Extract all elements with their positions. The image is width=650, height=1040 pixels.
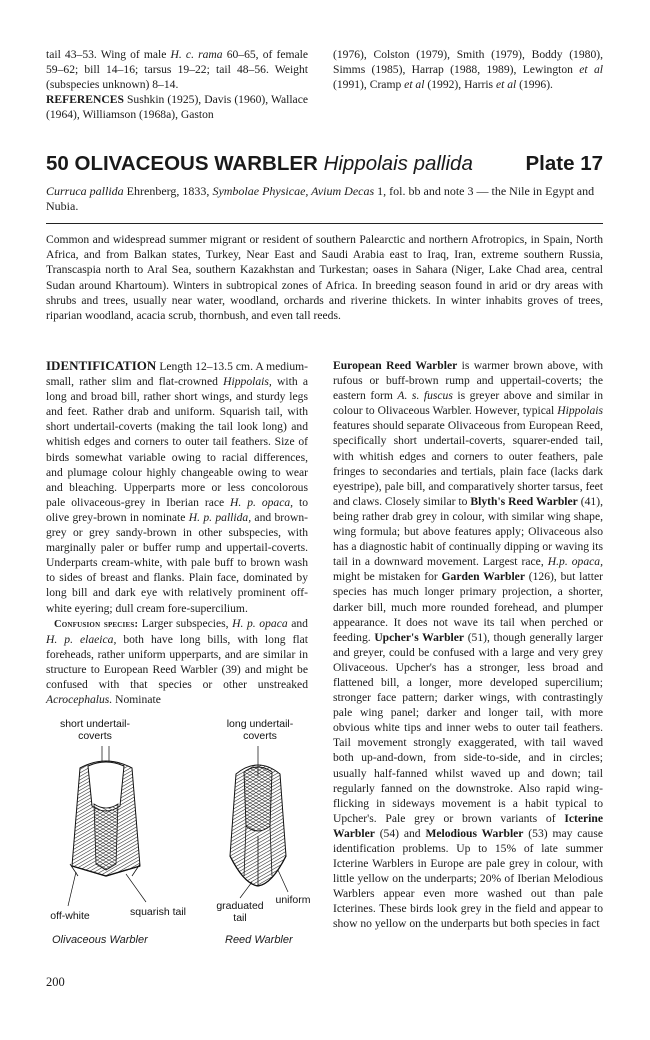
species-header [46, 152, 603, 178]
caption-reed-warbler: Reed Warbler [225, 934, 293, 946]
label-short-undertail-coverts: short undertail- coverts [59, 718, 131, 742]
olivaceous-tail-drawing [68, 746, 146, 906]
species-number-name: 50 OLIVACEOUS WARBLER [46, 152, 318, 175]
tail-comparison-figure [40, 716, 320, 952]
species-scientific-name: Hippolais pallida [323, 152, 473, 175]
confusion-species-heading: Confusion species: [54, 618, 139, 630]
page-number: 200 [46, 975, 65, 989]
identification-paragraph: IDENTIFICATION Length 12–13.5 cm. A medium-small, rather slim and flat-crowned Hippolais, with a long and broad bill, rather short wings, and sturdy legs and feet. Rather drab and uniform. Squarish tail, with short undertail-coverts (making the tail look long) and whitish edges and corners to outer tail feathers. Size of birds somewhat variable owing to racial differences, and plumage colour highly changeable owing to wear and bleaching. Upperparts more or less concolorous pale olivaceous-grey in Iberian race H. p. opaca, to olive grey-brown in nominate H. p. pallida, and brown-grey or grey sandy-brown in other subspecies, with marginally paler or buffer rump and uppertail-coverts. Underparts cream-white, with pale buff to brown wash to sides of breast and flanks. Plain face, dominated by long bill and dark eye with relatively prominent off-white eyering; dull cream fore-supercilium. [46, 358, 308, 615]
top-right-continuation [333, 47, 603, 92]
confusion-species-paragraph: Confusion species: Larger subspecies, H. p. opaca and H. p. elaeica, both have long bills, with long flat foreheads, rather uniform upperparts, and are similar in structure to European Reed Warbler (39) and might be confused with that species or other unstreaked Acrocephalus. Nominate [46, 616, 308, 707]
plate-label: Plate 17 [525, 152, 603, 175]
references-heading: REFERENCES [46, 93, 124, 107]
top-left-continuation [46, 47, 308, 122]
distribution-paragraph: Common and widespread summer migrant or resident of southern Palearctic and northern Afrotropics, in Spain, North Africa, and from Balkan states, Turkey, Near East and Saudi Arabia east to Iraq, Iran, extreme southern Russia, Transcaspia north to Aral Sea, southern Kazakhstan and Turkestan; oases in Sahara (Niger, Lake Chad area, central Sudan around Khartoum). Winters in subtropical zones of Africa. In breeding season found in arid or dry areas with shrubs and trees, usually near water, woodland, orchards and riverine thickets. In winter inhabits groves of trees, riparian woodland, acacia scrub, thornbush, and even tall reeds. [46, 233, 603, 323]
caption-olivaceous-warbler: Olivaceous Warbler [52, 934, 148, 946]
identification-column [46, 358, 308, 707]
confusion-species-continued: European Reed Warbler is warmer brown above, with rufous or buff-brown rump and uppertail-coverts; the eastern form A. s. fuscus is greyer above and similar in colour to Olivaceous Warbler. However, typical Hippolais features should separate Olivaceous from European Reed, specifically short undertail-coverts, squarer-ended tail, with whitish edges and corners to outer feathers, pale fringes to secondaries and tertials, plain face (lacks dark eyestripe), pale bill, and comparatively shorter tarsus, feet and claws. Closely similar to Blyth's Reed Warbler (41), being rather drab grey in colour, with similar wing shape, wing formula; but above features apply; Olivaceous also has a diagnostic habit of continually dipping or waving its tail in a downward movement. Largest race, H.p. opaca, might be mistaken for Garden Warbler (126), but latter species has much longer primary projection, a shorter, darker bill, much more rounded forehead, and plumper appearance. It does not wave its tail when perched or feeding. Upcher's Warbler (51), though generally larger and greyer, could be confused with a large and very grey Olivaceous. Upcher's has a stronger, less broad and flattened bill, a longer, more developed supercilium; stronger face pattern; darker wings, with contrastingly pale wing panel; darker and longer tail, with more obvious white tips and inner webs to outer tail feathers. Tail movement strongly exaggerated, with tail waved both up-and-down, from side-to-side, and in circles; usually half-fanned whilst waved up and down; tail regularly fanned on the downstroke. Also rapid wing-flicking in sideways movement is a habit typical to Upcher's. Pale grey or brown variants of Icterine Warbler (54) and Melodious Warbler (53) may cause identification problems. Up to 15% of late summer Icterine Warblers in Europe are pale grey in colour, with little yellow on the underparts; 20% of Iberian Melodious Warblers appear even more washed out than pale Icterines. These birds look grey in the field and appear to show no yellow on the underparts but both species in fact [333, 359, 603, 931]
label-long-undertail-coverts: long undertail- coverts [226, 718, 294, 742]
measurements-text: tail 43–53. Wing of male H. c. rama 60–65, of female 59–62; bill 14–16; tarsus 19–22; tail 48–56. Weight (subspecies unknown) 8–14. [46, 48, 308, 92]
identification-heading: IDENTIFICATION [46, 358, 157, 373]
references-text: REFERENCES Sushkin (1925), Davis (1960), Wallace (1964), Williamson (1968a), Gaston [46, 93, 308, 122]
label-squarish-tail: squarish tail [129, 906, 187, 918]
label-uniform: uniform [275, 894, 311, 906]
label-graduated-tail: graduated tail [216, 900, 264, 924]
confusion-species-column [333, 358, 603, 932]
section-divider [46, 223, 603, 224]
references-continued: (1976), Colston (1979), Smith (1979), Boddy (1980), Simms (1985), Harrap (1988, 1989), Lewington et al (1991), Cramp et al (1992), Harris et al (1996). [333, 48, 603, 92]
reed-warbler-tail-drawing [230, 746, 288, 898]
label-off-white: off-white [50, 910, 90, 922]
synonymy: Curruca pallida Ehrenberg, 1833, Symbolae Physicae, Avium Decas 1, fol. bb and note 3 — the Nile in Egypt and Nubia. [46, 184, 595, 214]
